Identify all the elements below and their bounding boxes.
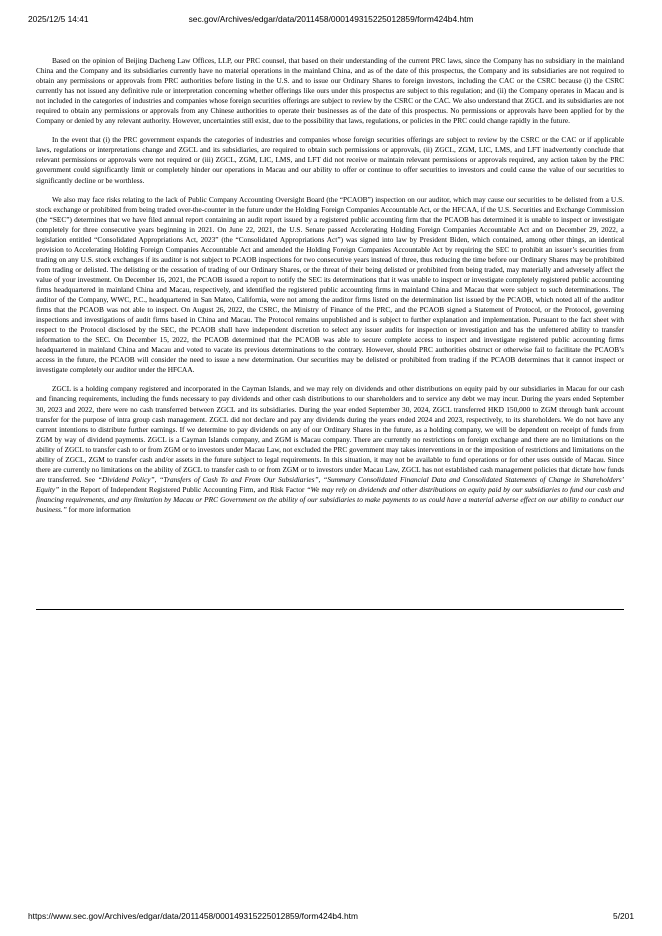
paragraph-pcaob-risk: We also may face risks relating to the lack of Public Company Accounting Oversight Board (the “PCAOB”) inspection on our auditor, which may cause our securities to be delisted from a U.S. stock exchange or prohibited from being traded over-the-counter in the future under the Holding Foreign Companies Accountable Act, or the HFCAA, if the U.S. Securities and Exchange Commission (the “SEC”) determines that we have filed annual report containing an audit report issued by a registered public accounting firm that the PCAOB has determined it is unable to inspect or investigate completely for three consecutive years beginning in 2021. On June 22, 2021, the U.S. Senate passed Accelerating Holding Foreign Companies Accountable Act and on December 29, 2022, a legislation entitled “Consolidated Appropriations Act, 2023” (the “Consolidated Appropriations Act”) was signed into law by President Biden, which contained, among other things, an identical provision to Accelerating Holding Foreign Companies Accountable Act and amended the Holding Foreign Companies Accountable Act by requiring the SEC to prohibit an issuer’s securities from trading on any U.S. stock exchanges if its auditor is not subject to PCAOB inspections for two consecutive years instead of three, thus reducing the time before our Ordinary Shares may be prohibited from trading or delisted. The delisting or the cessation of trading of our Ordinary Shares, or the threat of their being delisted or prohibited from being traded, may materially and adversely affect the value of your investment. On December 16, 2021, the PCAOB issued a report to notify the SEC its determinations that it was unable to inspect or investigate completely registered public accounting firms headquartered in mainland China and Macau, respectively, and identified the registered public accounting firms in mainland China and Macau that were subject to such determinations. The auditor of the Company, WWC, P.C., headquartered in San Mateo, California, were not among the auditor firms listed on the determination list issued by the PCAOB, which noted all of the auditor firms that the PCAOB was not able to inspect. On August 26, 2022, the CSRC, the Ministry of Finance of the PRC, and the PCAOB signed a Statement of Protocol, or the Protocol, governing inspections and investigations of audit firms based in China and Macau. The Protocol remains unpublished and is subject to further explanation and implementation. Pursuant to the fact sheet with respect to the Protocol disclosed by the SEC, the PCAOB shall have independent discretion to select any issuer audits for inspection or investigation and has the unfettered ability to transfer information to the SEC. On December 15, 2022, the PCAOB determined that the PCAOB was able to secure complete access to inspect and investigate registered public accounting firms headquartered in mainland China and Macau and voted to vacate its previous determinations to the contrary. However, should PRC authorities obstruct or otherwise fail to facilitate the PCAOB’s access in the future, the PCAOB will consider the need to issue a new determination. Our securities may be delisted or prohibited from trading if the PCAOB determines that it cannot inspect or investigate completely our auditor under the HFCAA. — [36, 194, 624, 375]
header-datetime: 2025/12/5 14:41 — [28, 14, 89, 24]
paragraph-holding-company-cash — [36, 384, 624, 515]
page-footer — [28, 911, 634, 923]
page-header — [28, 14, 634, 26]
cross-reference-risk-factor: “We may rely on dividends and other distributions on equity paid by our subsidiaries to fund our cash and financing requirements, and any limitation by Macau or PRC Government on the ability of our subsidiaries to make payments to us could have a material adverse effect on our ability to conduct our business.” — [36, 484, 624, 514]
footer-url[interactable]: https://www.sec.gov/Archives/edgar/data/2011458/000149315225012859/form424b4.htm — [28, 911, 358, 921]
paragraph-holding-company-text: ZGCL is a holding company registered and incorporated in the Cayman Islands, and we may rely on dividends and other distributions on equity paid by our subsidiaries in Macau for our cash and financing requirements, including the funds necessary to pay dividends and other cash distributions to our shareholders and to service any debt we may incur. During the years ended September 30, 2023 and 2022, there were no cash transferred between ZGCL and its subsidiaries. During the year ended September 30, 2024, ZGCL transferred HKD 150,000 to ZGM through bank account transfer for the purpose of intra group cash management. ZGCL did not declare and pay any dividends during the years ended 2024 and 2023, respectively, to its shareholders. We do not have any current intentions to distribute further earnings. If we determine to pay dividends on any of our Ordinary Shares in the future, as a holding company, we will be dependent on receipt of funds from ZGM by way of dividend payments. ZGCL is a Cayman Islands company, and ZGM is Macau company. There are currently no restrictions on foreign exchange and there are no limitations on the ability of ZGCL to transfer cash to or from ZGM or to investors under Macau Law, not excluded the PRC government may takes interventions in or the imposition of restrictions and limitations on the ability of ZGCL, ZGM to transfer cash and/or assets in the future subject to legal requirements. In this situation, it may not be available to fund operations or for other uses outside of Macau. Since there are currently no limitations on the ability of ZGCL to transfer cash to or from ZGM or to investors under Macau Law, ZGCL has not established cash management policies that dictate how funds are transferred. See — [36, 384, 624, 484]
paragraph-prc-counsel-opinion: Based on the opinion of Beijing Dacheng Law Offices, LLP, our PRC counsel, that based on their understanding of the current PRC laws, since the Company has no subsidiary in the mainland China and the Company and its subsidiaries currently have no material operations in the mainland China, and as of the date of this prospectus, the Company and its subsidiaries are not required to obtain any permissions or approvals from PRC authorities before listing in the U.S. and to issue our Ordinary Shares to foreign investors, including the CAC or the CSRC because (i) the CSRC currently has not issued any definitive rule or interpretation concerning whether offerings like ours under this prospectus are subject to this regulation; and (ii) the Company operates in Macau and is not included in the categories of industries and companies whose foreign securities offerings are subject to review by the CSRC or the CAC. We also understand that ZGCL and its subsidiaries are not required to obtain any permissions or approvals from any Chinese authorities to operate their businesses as of the date of this prospectus. No permissions or approvals have been applied for by the Company or denied by any relevant authority. However, uncertainties still exist, due to the possibility that laws, regulations, or policies in the PRC could change rapidly in the future. — [36, 56, 624, 126]
footer-page-number: 5/201 — [613, 911, 634, 921]
header-doc-path: sec.gov/Archives/edgar/data/2011458/000149315225012859/form424b4.htm — [188, 14, 474, 24]
section-divider — [36, 609, 624, 610]
paragraph-holding-company-end: for more information — [66, 504, 131, 514]
paragraph-prc-government-risk: In the event that (i) the PRC government expands the categories of industries and companies whose foreign securities offerings are subject to review by the CSRC or the CAC or if applicable laws, regulations or interpretations change and ZGCL and its subsidiaries, are required to obtain such permissions or approvals, (ii) ZGCL, ZGM, LIC, LMS, and LFT inadvertently conclude that relevant permissions or approvals were not required or (iii) ZGCL, ZGM, LIC, LMS, and LFT did not receive or maintain relevant permissions or approvals required, any action taken by the PRC government could significantly limit or completely hinder our operations in Macau and our ability to offer or continue to offer securities to investors and could cause the value of our securities to significantly decline or be worthless. — [36, 135, 624, 185]
cross-reference-sections: “Dividend Policy”, “Transfers of Cash To and From Our Subsidiaries”, “Summary Consolidated Financial Data and Consolidated Statements of Change in Shareholders’ Equity” — [36, 474, 624, 494]
paragraph-holding-company-mid: in the Report of Independent Registered Public Accounting Firm, and Risk Factor — [59, 484, 307, 494]
document-body — [36, 56, 624, 515]
